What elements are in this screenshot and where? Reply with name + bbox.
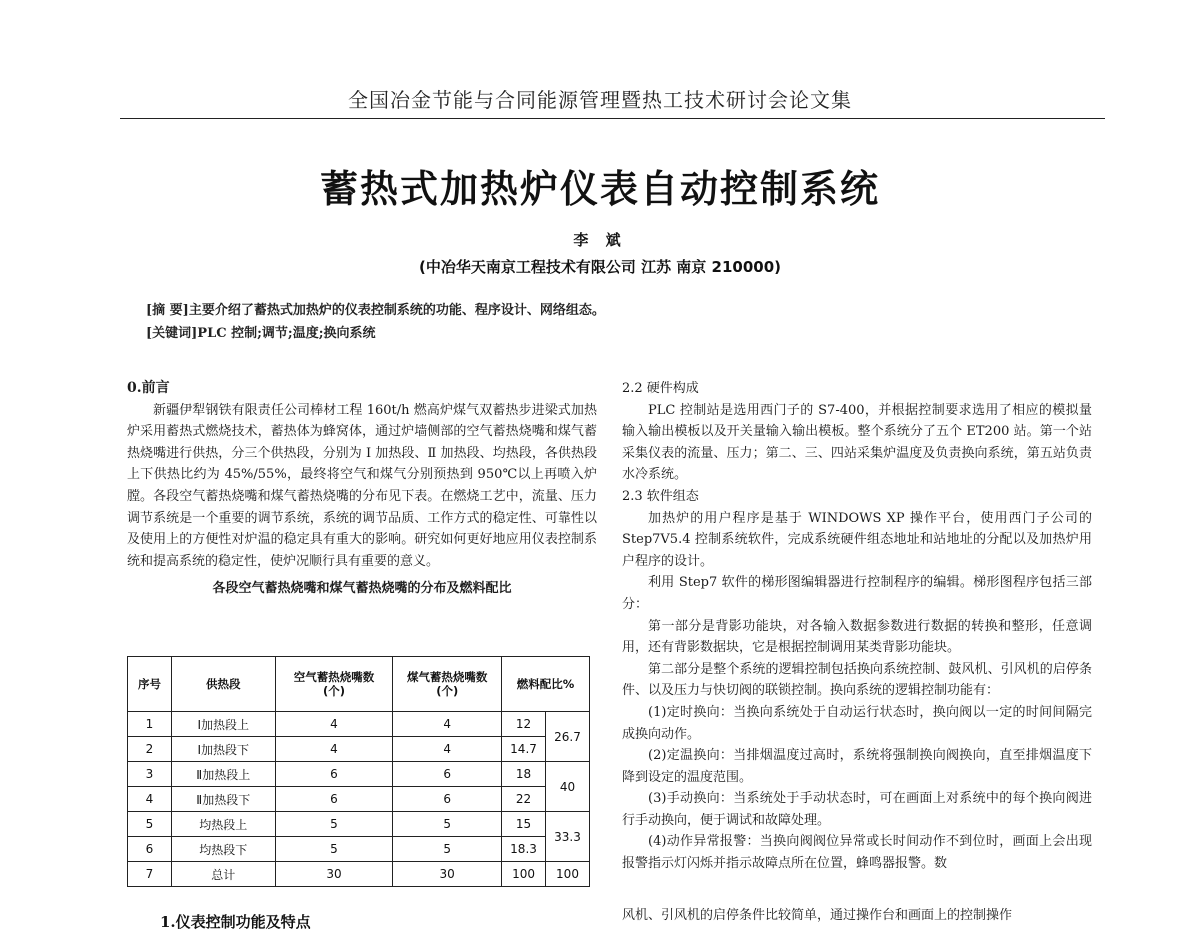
cell-air: 4 — [275, 737, 393, 762]
list-item: (2)定温换向：当排烟温度过高时，系统将强制换向阀换向，直至排烟温度下降到设定的温度范围。 — [622, 748, 1092, 785]
cell-group-total: 40 — [546, 762, 590, 812]
cell-air: 6 — [275, 762, 393, 787]
cell-ratio: 14.7 — [502, 737, 546, 762]
cell-no: 4 — [128, 787, 172, 812]
cell-air: 6 — [275, 787, 393, 812]
software-paragraph-2: 利用 Step7 软件的梯形图编辑器进行控制程序的编辑。梯形图程序包括三部分： — [622, 575, 1092, 612]
cell-gas: 4 — [393, 737, 502, 762]
cell-zone: 总计 — [171, 862, 275, 887]
cell-zone: Ⅱ加热段下 — [171, 787, 275, 812]
paper-title: 蓄热式加热炉仪表自动控制系统 — [319, 166, 880, 211]
abstract: [摘 要]主要介绍了蓄热式加热炉的仪表控制系统的功能、程序设计、网络组态。 — [146, 303, 605, 318]
cell-group-total: 100 — [546, 862, 590, 887]
software-heading: 2.3 软件组态 — [622, 488, 699, 504]
cell-no: 3 — [128, 762, 172, 787]
left-column — [127, 378, 597, 600]
list-item: (1)定时换向：当换向系统处于自动运行状态时，换向阀以一定的时间间隔完成换向动作。 — [622, 704, 1092, 742]
th-no: 序号 — [128, 657, 172, 712]
cut-off-line: 风机、引风机的启停条件比较简单，通过操作台和画面上的控制操作 — [622, 908, 1013, 923]
cell-no: 2 — [128, 737, 172, 762]
list-item: (4)动作异常报警：当换向阀阀位异常或长时间动作不到位时，画面上会出现报警指示灯闪烁并指示故障点所在位置，蜂鸣器报警。数 — [622, 834, 1092, 872]
cell-no: 5 — [128, 812, 172, 837]
cell-air: 30 — [275, 862, 393, 887]
cell-gas: 5 — [393, 837, 502, 862]
cell-no: 7 — [128, 862, 172, 887]
software-paragraph-4: 第二部分是整个系统的逻辑控制包括换向系统控制、鼓风机、引风机的启停条件、以及压力与快切阀的联锁控制。换向系统的逻辑控制功能有： — [622, 661, 1092, 699]
hardware-paragraph: PLC 控制站是选用西门子的 S7-400，并根据控制要求选用了相应的模拟量输入输出模板以及开关量输入输出模板。整个系统分了五个 ET200 站。第一个站采集仪表的流量、压力；第二、三、四站采集炉温度及负责换向系统，第五站负责水冷系统。 — [622, 402, 1092, 483]
cell-air: 5 — [275, 812, 393, 837]
cell-zone: Ⅰ加热段下 — [171, 737, 275, 762]
cell-gas: 5 — [393, 812, 502, 837]
cell-gas: 6 — [393, 762, 502, 787]
software-paragraph-3: 第一部分是背影功能块，对各输入数据参数进行数据的转换和整形，任意调用，还有背影数据块，它是根据控制调用某类背影功能块。 — [622, 618, 1092, 656]
cell-no: 1 — [128, 712, 172, 737]
th-ratio: 燃料配比% — [502, 657, 590, 712]
table-row — [128, 762, 590, 787]
cell-air: 5 — [275, 837, 393, 862]
proceedings-title: 全国冶金节能与合同能源管理暨热工技术研讨会论文集 — [348, 88, 852, 112]
cell-zone: Ⅱ加热段上 — [171, 762, 275, 787]
cell-zone: Ⅰ加热段上 — [171, 712, 275, 737]
cell-ratio: 12 — [502, 712, 546, 737]
cell-ratio: 100 — [502, 862, 546, 887]
cell-zone: 均热段下 — [171, 837, 275, 862]
cell-ratio: 18.3 — [502, 837, 546, 862]
keywords: [关键词]PLC 控制;调节;温度;换向系统 — [146, 326, 376, 341]
cell-air: 4 — [275, 712, 393, 737]
cell-ratio: 18 — [502, 762, 546, 787]
cell-group-total: 33.3 — [546, 812, 590, 862]
cell-gas: 30 — [393, 862, 502, 887]
th-air: 空气蓄热烧嘴数 (个) — [275, 657, 393, 712]
table-row — [128, 837, 590, 862]
table-row — [128, 737, 590, 762]
table-caption: 各段空气蓄热烧嘴和煤气蓄热烧嘴的分布及燃料配比 — [212, 581, 512, 597]
cell-gas: 6 — [393, 787, 502, 812]
th-zone: 供热段 — [171, 657, 275, 712]
software-paragraph-1: 加热炉的用户程序是基于 WINDOWS XP 操作平台，使用西门子公司的 Step7V5.4 控制系统软件，完成系统硬件组态地址和站地址的分配以及加热炉用户程序的设计。 — [622, 510, 1092, 569]
section-1-heading: 1.仪表控制功能及特点 — [160, 913, 311, 931]
section-0-heading: 0.前言 — [127, 380, 170, 396]
cell-ratio: 15 — [502, 812, 546, 837]
cell-zone: 均热段上 — [171, 812, 275, 837]
section-0-paragraph: 新疆伊犁钢铁有限责任公司棒材工程 160t/h 燃高炉煤气双蓄热步进梁式加热炉采用蓄热式燃烧技术，蓄热体为蜂窝体，通过炉墙侧部的空气蓄热烧嘴和煤气蓄热烧嘴进行供热，分三个供热段，分别为 Ⅰ 加热段、Ⅱ 加热段、均热段，各供热段上下供热比约为 45%/55%，最终将空气和煤气分别预热到 950℃以上再喷入炉膛。各段空气蓄热烧嘴和煤气蓄热烧嘴的分布见下表。在燃烧工艺中，流量、压力调节系统是一个重要的调节系统，系统的调节品质、工作方式的稳定性、可靠性以及使用上的方便性对炉温的稳定具有重大的影响。研究如何更好地应用仪表控制系统和提高系统的稳定性，使炉况顺行具有重要的意义。 — [127, 402, 597, 569]
table-total-row — [128, 862, 590, 887]
list-item: (3)手动换向：当系统处于手动状态时，可在画面上对系统中的每个换向阀进行手动换向，便于调试和故障处理。 — [622, 791, 1092, 828]
affiliation: (中冶华天南京工程技术有限公司 江苏 南京 210000) — [418, 258, 781, 276]
cell-no: 6 — [128, 837, 172, 862]
cell-group-total: 26.7 — [546, 712, 590, 762]
right-column — [622, 378, 1092, 875]
header-rule — [120, 118, 1105, 119]
author: 李 斌 — [573, 231, 627, 249]
burner-distribution-table — [127, 656, 590, 887]
table-row — [128, 787, 590, 812]
table-row — [128, 712, 590, 737]
table-header-row — [128, 657, 590, 712]
th-gas: 煤气蓄热烧嘴数 (个) — [393, 657, 502, 712]
cell-ratio: 22 — [502, 787, 546, 812]
hardware-heading: 2.2 硬件构成 — [622, 381, 699, 396]
cell-gas: 4 — [393, 712, 502, 737]
table-row — [128, 812, 590, 837]
